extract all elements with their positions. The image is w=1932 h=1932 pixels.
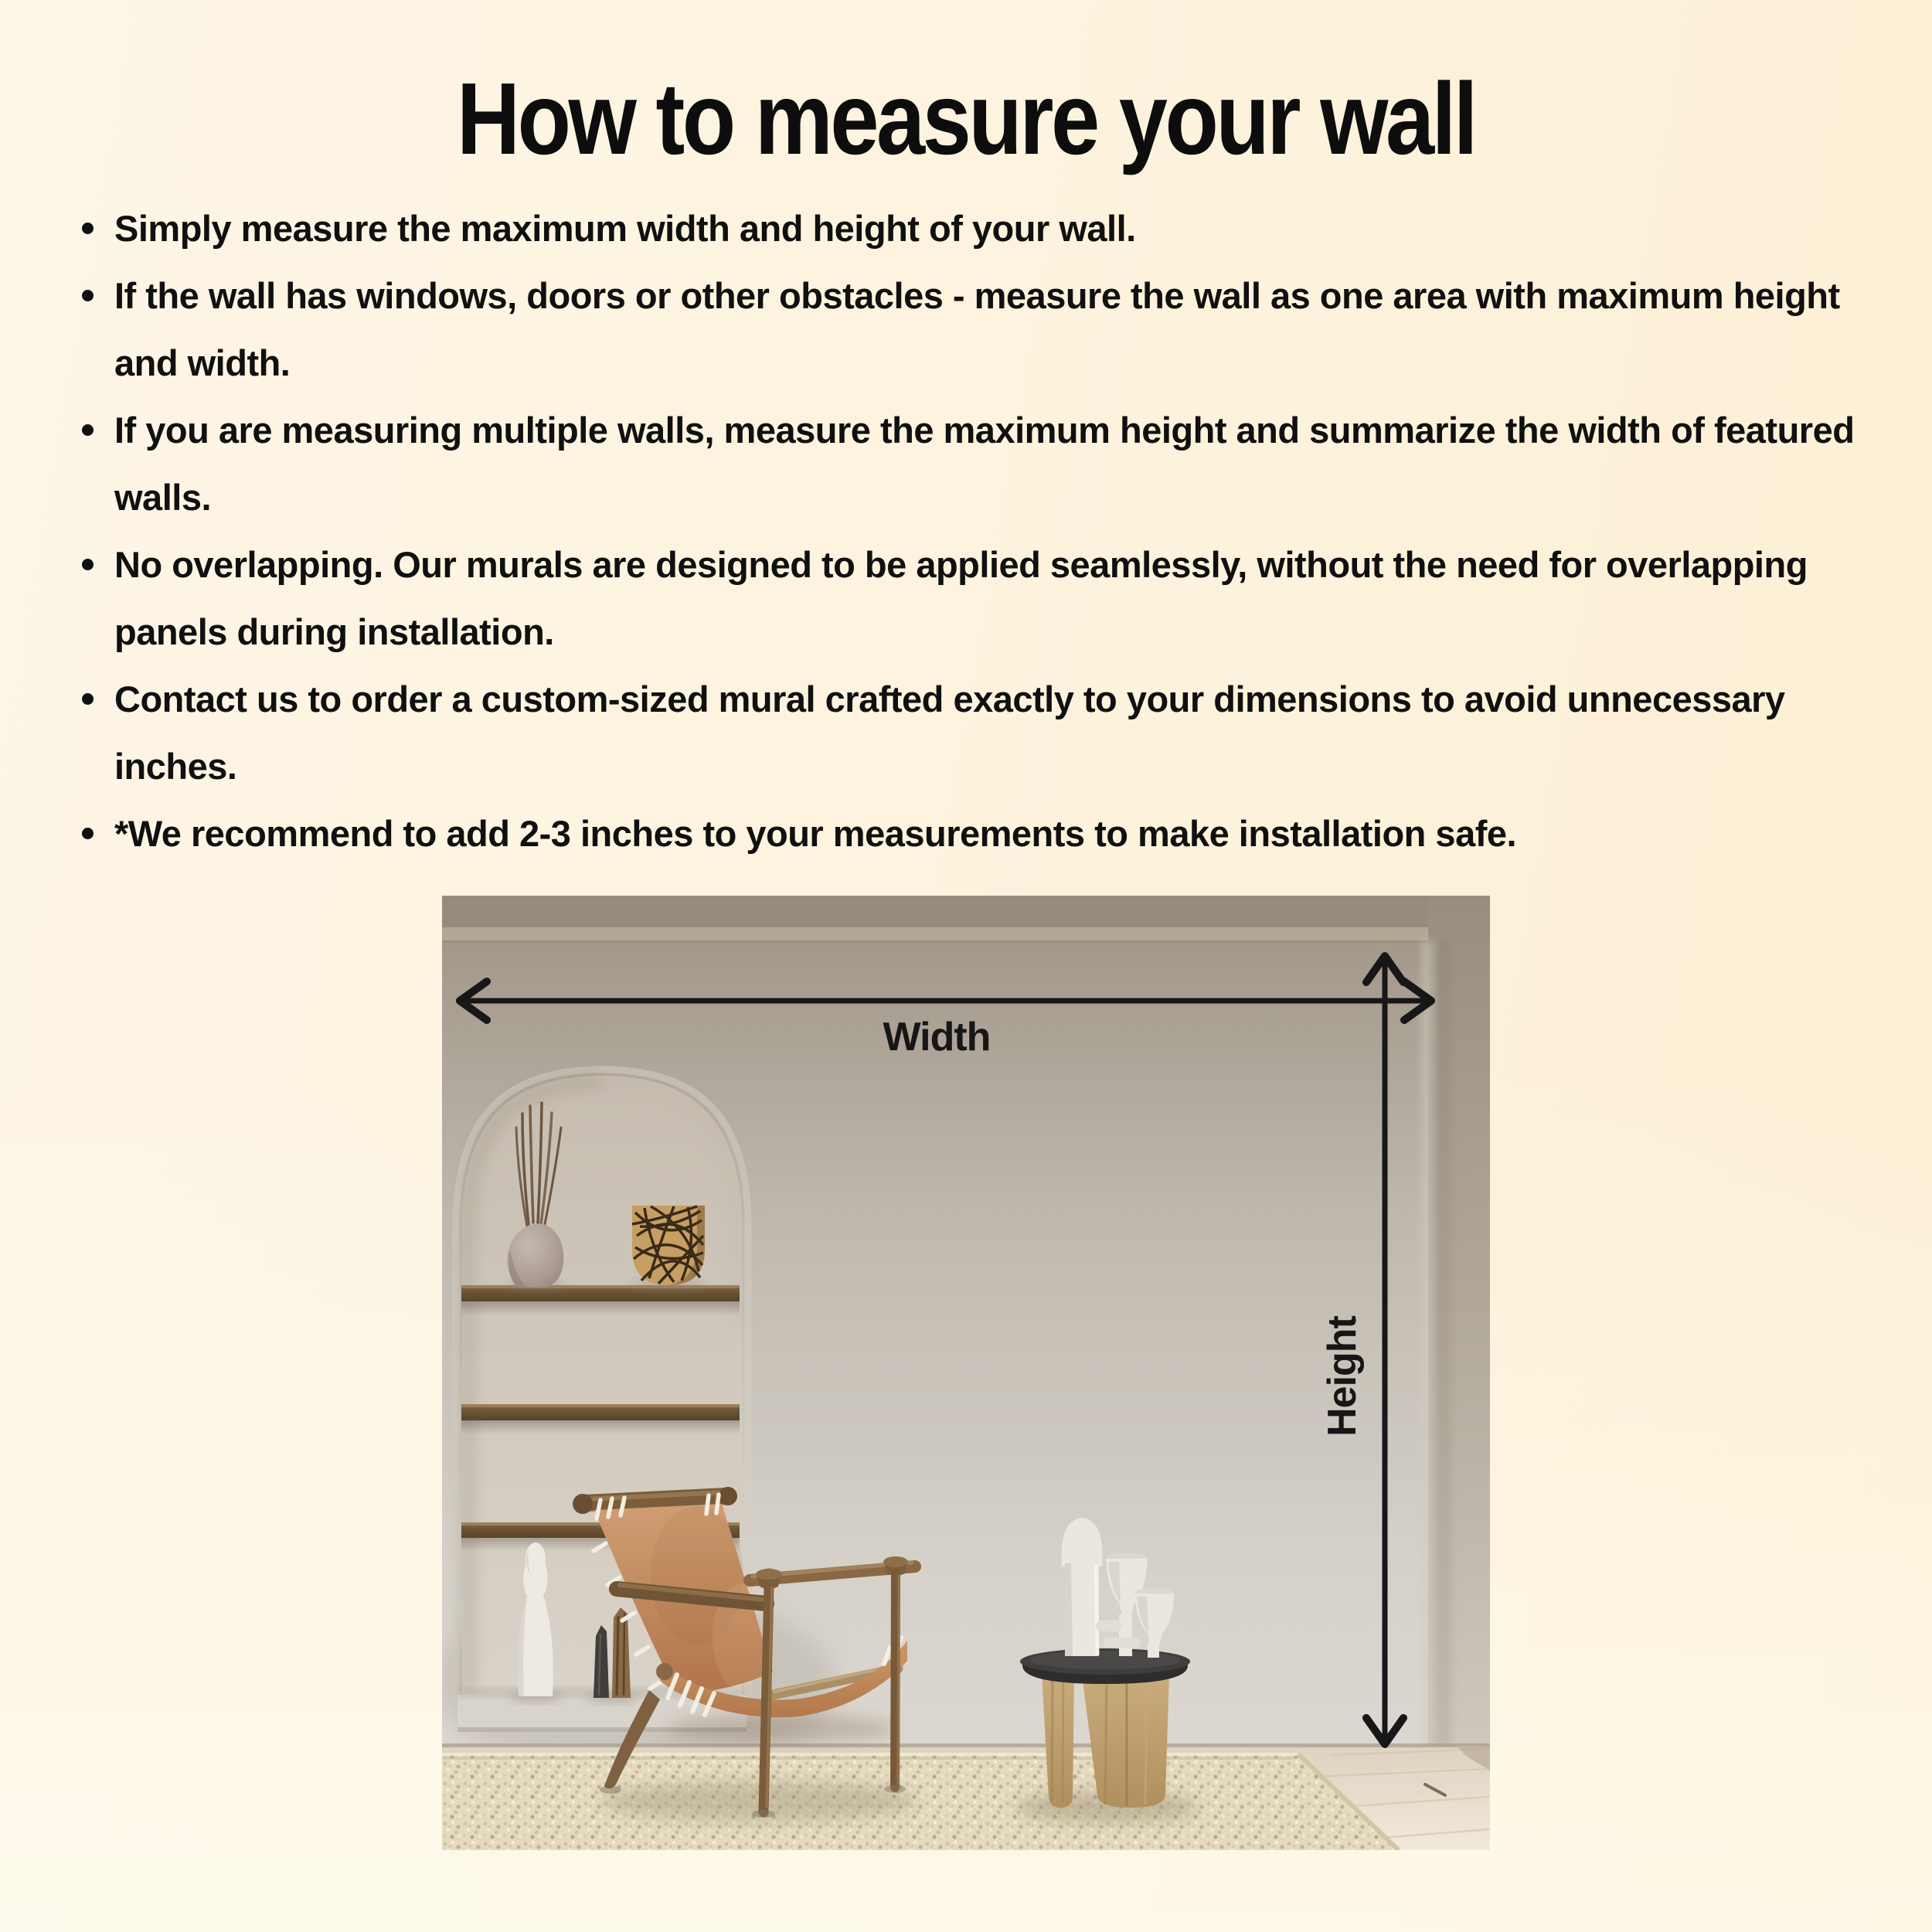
room-diagram bbox=[442, 896, 1490, 1850]
shelf-top bbox=[461, 1285, 740, 1315]
width-label: Width bbox=[883, 1015, 991, 1060]
list-item-text: If the wall has windows, doors or other obstacles - measure the wall as one area with maximum height and width. bbox=[114, 275, 1840, 383]
list-item bbox=[77, 800, 1878, 867]
list-item-text: Simply measure the maximum width and height of your wall. bbox=[114, 208, 1136, 249]
page-title: How to measure your wall bbox=[457, 62, 1475, 175]
height-label: Height bbox=[1320, 1316, 1365, 1437]
wall-corner-highlight bbox=[1422, 940, 1434, 1748]
ceiling-molding bbox=[442, 927, 1490, 940]
instruction-list bbox=[77, 195, 1878, 867]
list-item bbox=[77, 665, 1878, 800]
list-item bbox=[77, 262, 1878, 396]
shelf-middle bbox=[461, 1404, 740, 1434]
chair-front-leg bbox=[895, 1574, 896, 1787]
room-measurement-photo bbox=[442, 896, 1490, 1850]
area-rug bbox=[442, 1754, 1399, 1850]
list-item-text: Contact us to order a custom-sized mural crafted exactly to your dimensions to avoid unnecessary inches. bbox=[114, 679, 1785, 787]
list-item-text: No overlapping. Our murals are designed to be applied seamlessly, without the need for overlapping panels during installation. bbox=[114, 544, 1808, 652]
list-item bbox=[77, 531, 1878, 665]
list-item-text: *We recommend to add 2-3 inches to your measurements to make installation safe. bbox=[114, 813, 1517, 854]
ceiling-shadow-band bbox=[442, 896, 1490, 927]
list-item bbox=[77, 396, 1878, 531]
list-item-text: If you are measuring multiple walls, measure the maximum height and summarize the width of featured walls. bbox=[114, 410, 1855, 518]
list-item bbox=[77, 195, 1878, 262]
